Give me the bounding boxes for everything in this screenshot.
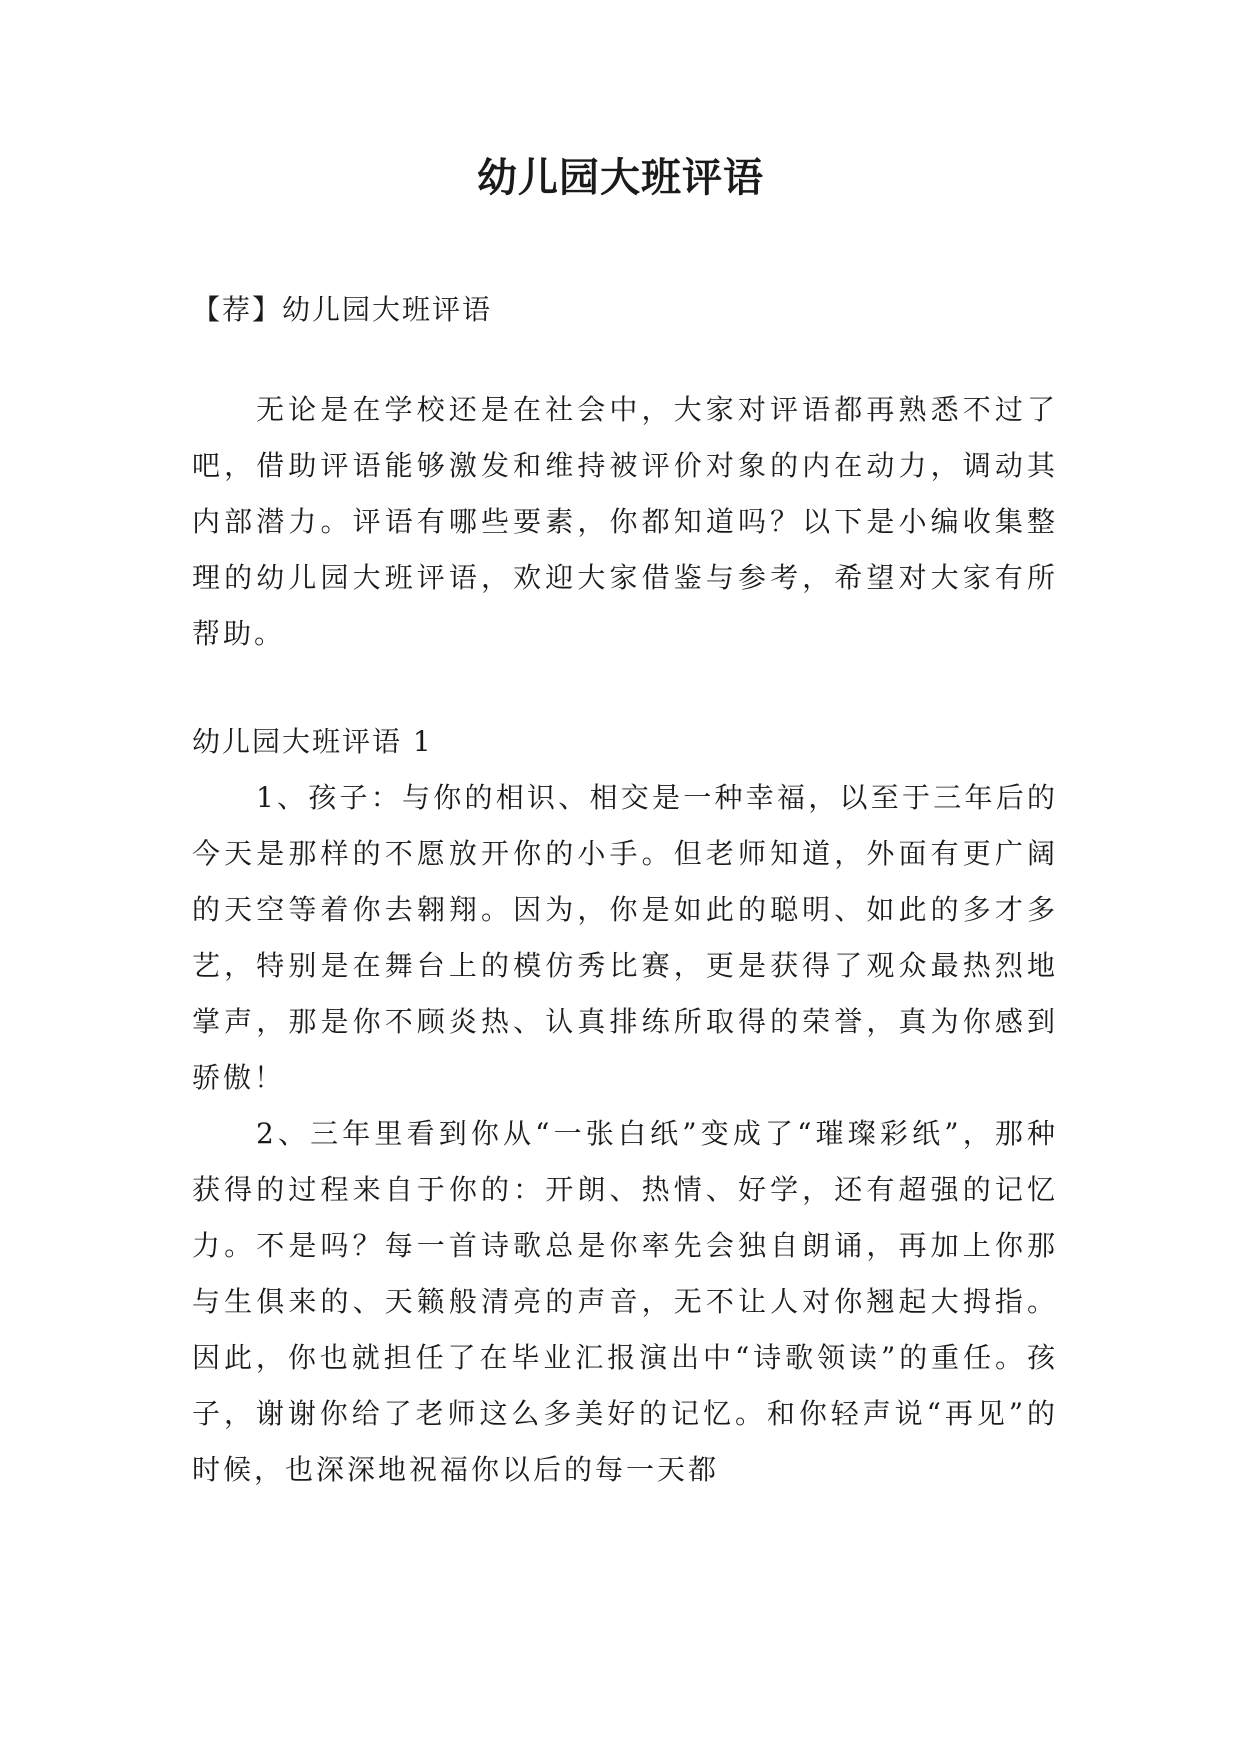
intro-paragraph: 无论是在学校还是在社会中，大家对评语都再熟悉不过了吧，借助评语能够激发和维持被评价对象的内在动力，调动其内部潜力。评语有哪些要素，你都知道吗？以下是小编收集整理的幼儿园大班评语，欢迎大家借鉴与参考，希望对大家有所帮助。 (192, 393, 1058, 650)
section-heading: 幼儿园大班评语 1 (192, 725, 433, 758)
document-subtitle: 【荐】幼儿园大班评语 (192, 293, 493, 326)
document-body (192, 290, 1058, 1498)
comment-item-2: 2、三年里看到你从“一张白纸”变成了“璀璨彩纸”，那种获得的过程来自于你的：开朗、热情、好学，还有超强的记忆力。不是吗？每一首诗歌总是你率先会独自朗诵，再加上你那与生俱来的、天籁般清亮的声音，无不让人对你翘起大拇指。因此，你也就担任了在毕业汇报演出中“诗歌领读”的重任。孩子，谢谢你给了老师这么多美好的记忆。和你轻声说“再见”的时候，也深深地祝福你以后的每一天都 (192, 1117, 1058, 1486)
comment-item-1: 1、孩子：与你的相识、相交是一种幸福，以至于三年后的今天是那样的不愿放开你的小手。但老师知道，外面有更广阔的天空等着你去翱翔。因为，你是如此的聪明、如此的多才多艺，特别是在舞台上的模仿秀比赛，更是获得了观众最热烈地掌声，那是你不顾炎热、认真排练所取得的荣誉，真为你感到骄傲！ (192, 781, 1058, 1094)
page-title: 幼儿园大班评语 (477, 155, 764, 201)
